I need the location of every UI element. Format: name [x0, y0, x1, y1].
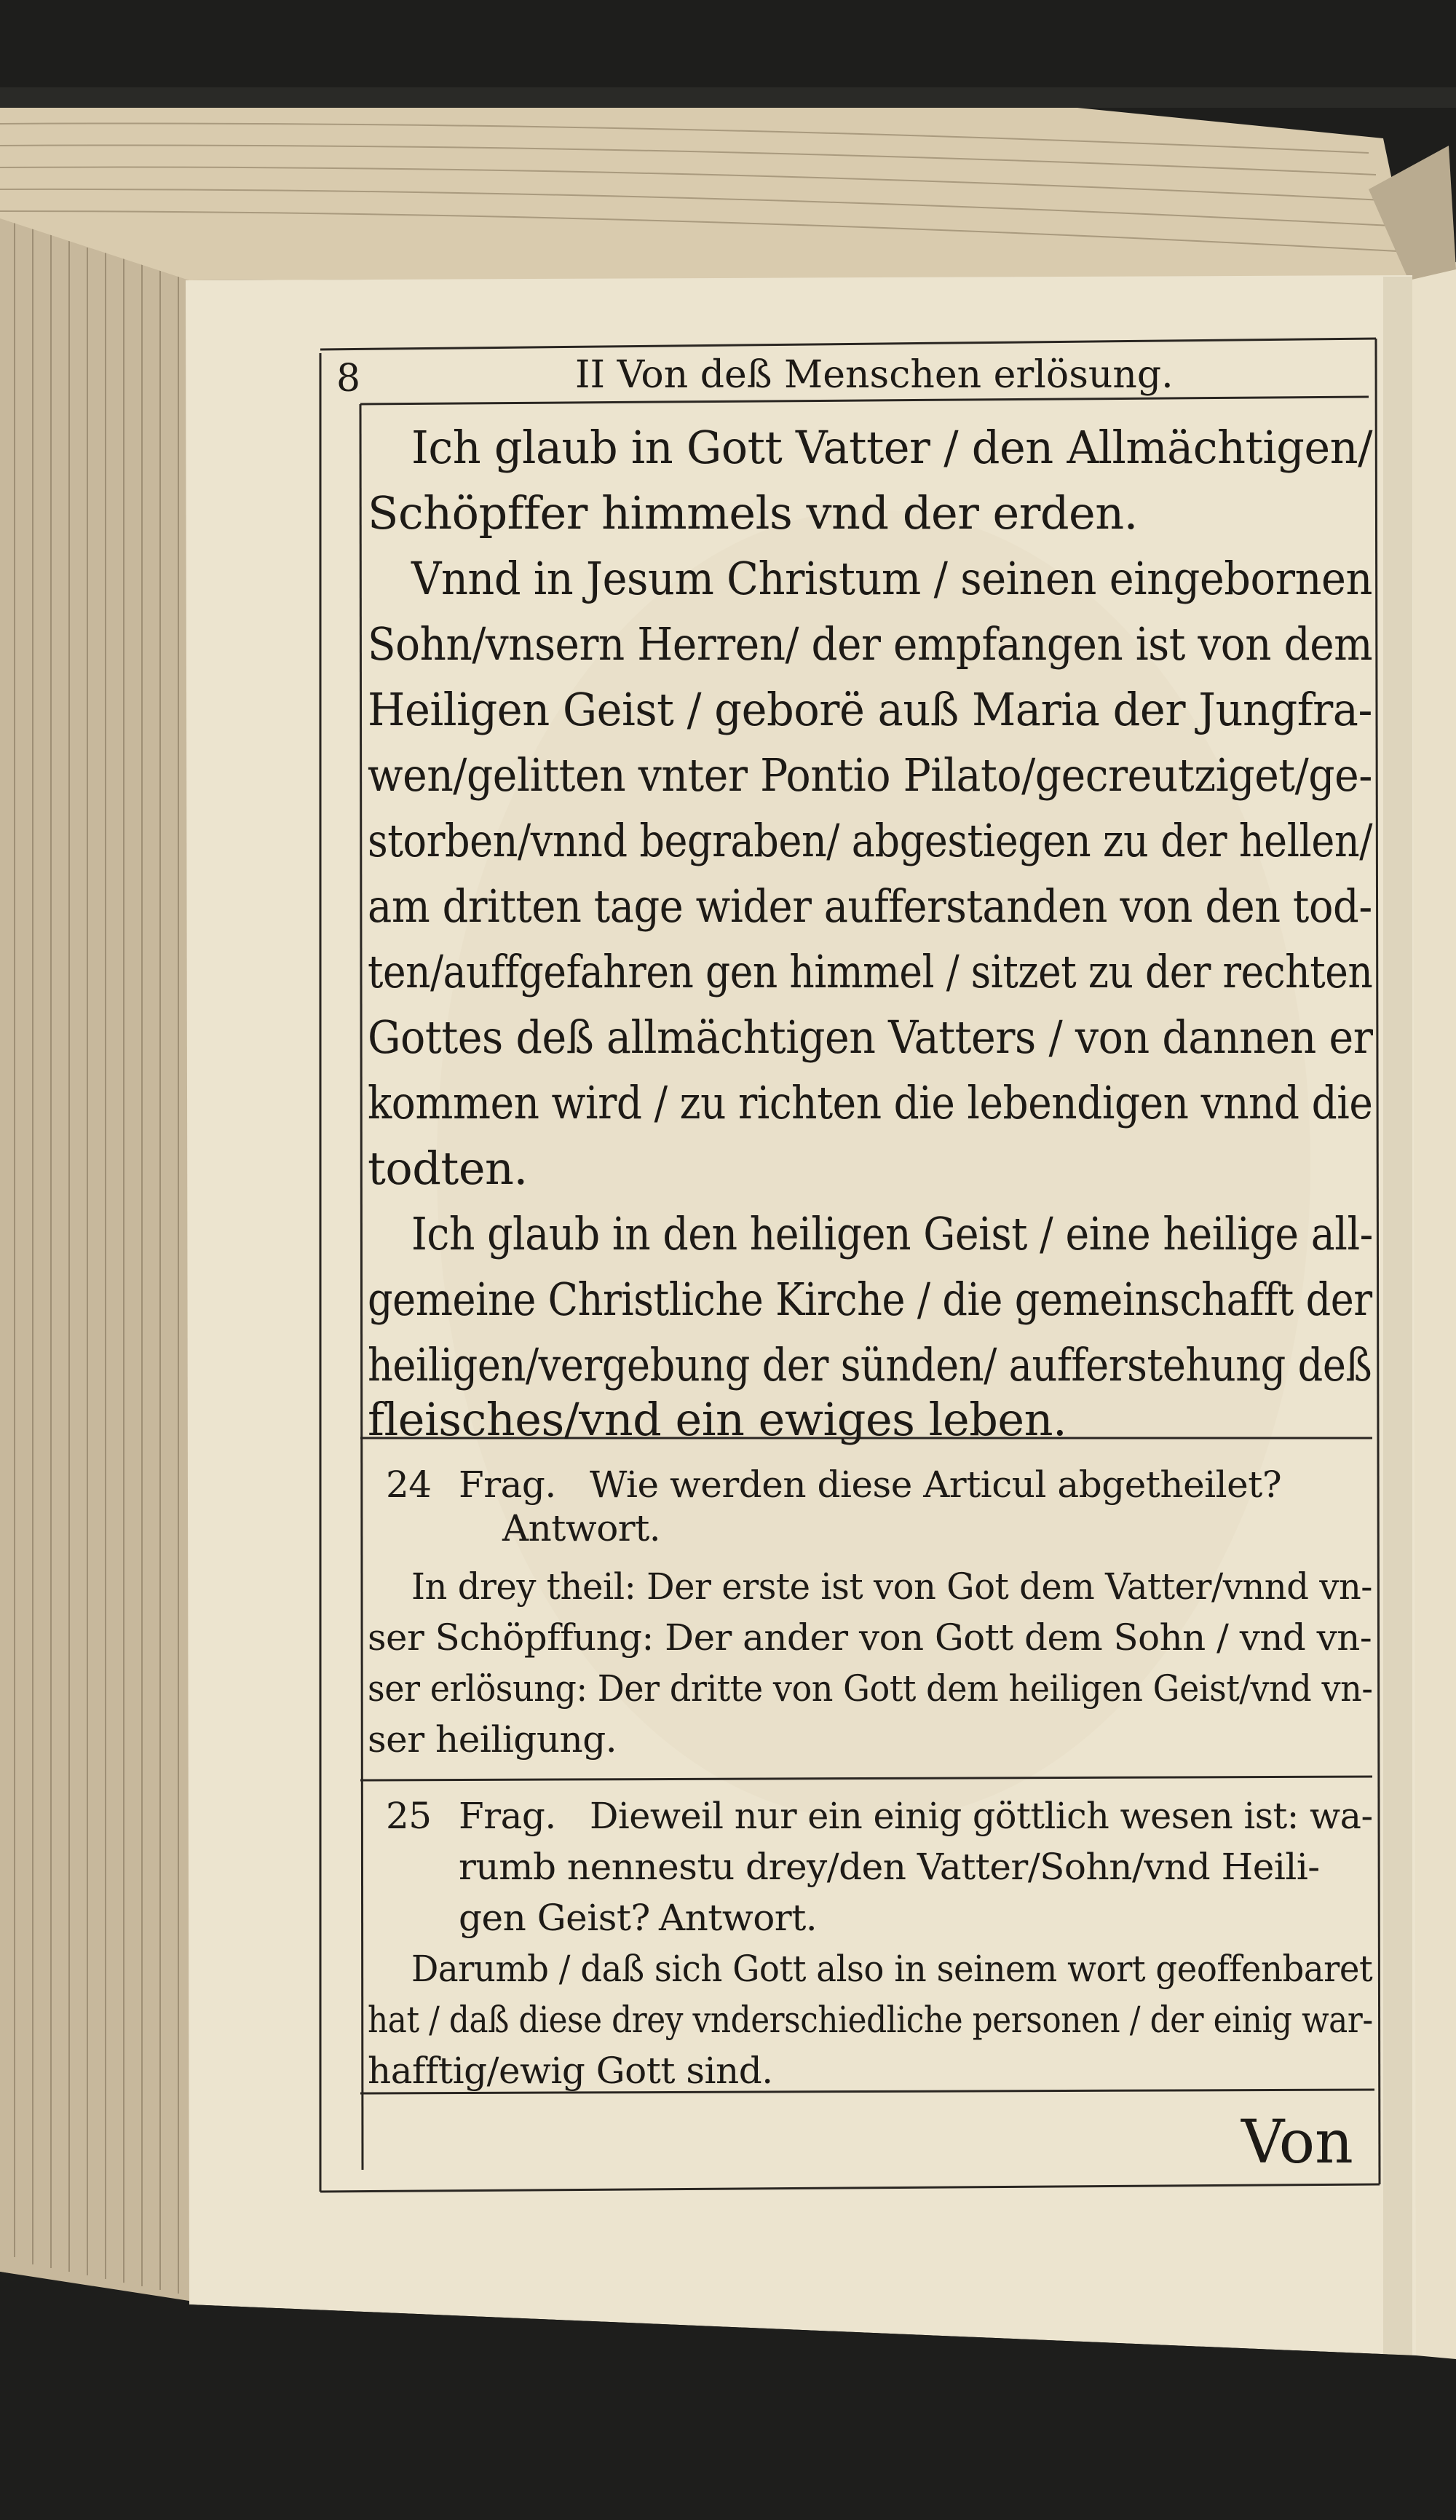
answer-line: ser Schöpffung: Der ander von Gott dem Sohn / vnd vn-	[368, 1616, 1372, 1659]
creed-line: gemeine Christliche Kirche / die gemeinschafft der	[368, 1273, 1372, 1326]
creed-line: Ich glaub in den heiligen Geist / eine heilige all-	[411, 1207, 1373, 1260]
question-text: Wie werden diese Articul abgetheilet?	[590, 1464, 1282, 1506]
creed-line: wen/gelitten vnter Pontio Pilato/gecreutziget/ge-	[368, 749, 1372, 802]
question-text: gen Geist?	[459, 1897, 650, 1939]
answer-line: In drey theil: Der erste ist von Got dem Vatter/vnnd vn-	[411, 1565, 1373, 1608]
creed-line: Heiligen Geist / geborë auß Maria der Jungfra-	[368, 683, 1372, 736]
creed-line: Gottes deß allmächtigen Vatters / von dannen er	[368, 1011, 1373, 1064]
question-label: Frag.	[459, 1795, 556, 1837]
answer-label: Antwort.	[502, 1507, 661, 1549]
creed-line: Schöpffer himmels vnd der erden.	[368, 486, 1138, 540]
question-label: Frag.	[459, 1464, 556, 1506]
question-number: 25	[386, 1795, 432, 1837]
creed-line: kommen wird / zu richten die lebendigen vnnd die	[368, 1076, 1373, 1129]
creed-line: Ich glaub in Gott Vatter / den Allmächtigen/	[411, 421, 1372, 474]
creed-line: todten.	[368, 1142, 528, 1195]
creed-line: storben/vnnd begraben/ abgestiegen zu der hellen/	[368, 814, 1373, 867]
answer-line: ser erlösung: Der dritte von Gott dem heiligen Geist/vnd vn-	[368, 1667, 1373, 1710]
answer-line: hafftig/ewig Gott sind.	[368, 2050, 773, 2092]
creed-line: ten/auffgefahren gen himmel / sitzet zu der rechten	[368, 945, 1373, 998]
page-number: 8	[336, 357, 361, 400]
creed-line: heiligen/vergebung der sünden/ aufferstehung deß	[368, 1338, 1372, 1391]
answer-line: Darumb / daß sich Gott also in seinem wort geoffenbaret	[411, 1948, 1373, 1990]
creed-line: Vnnd in Jesum Christum / seinen eingebornen	[411, 552, 1373, 605]
answer-label: Antwort.	[659, 1897, 818, 1939]
answer-line: hat / daß diese drey vnderschiedliche personen / der einig war-	[368, 1999, 1373, 2041]
question-number: 24	[386, 1464, 432, 1506]
question-text: rumb nennestu drey/den Vatter/Sohn/vnd Heili-	[459, 1846, 1320, 1888]
catchword: Von	[1241, 2108, 1353, 2177]
running-title: II Von deß Menschen erlösung.	[575, 353, 1174, 397]
answer-line: ser heiligung.	[368, 1718, 617, 1761]
creed-line: Sohn/vnsern Herren/ der empfangen ist von dem	[368, 617, 1373, 671]
creed-line: am dritten tage wider aufferstanden von den tod-	[368, 880, 1372, 933]
question-text: Dieweil nur ein einig göttlich wesen ist: wa-	[590, 1795, 1373, 1837]
creed-line: fleisches/vnd ein ewiges leben.	[368, 1393, 1067, 1446]
